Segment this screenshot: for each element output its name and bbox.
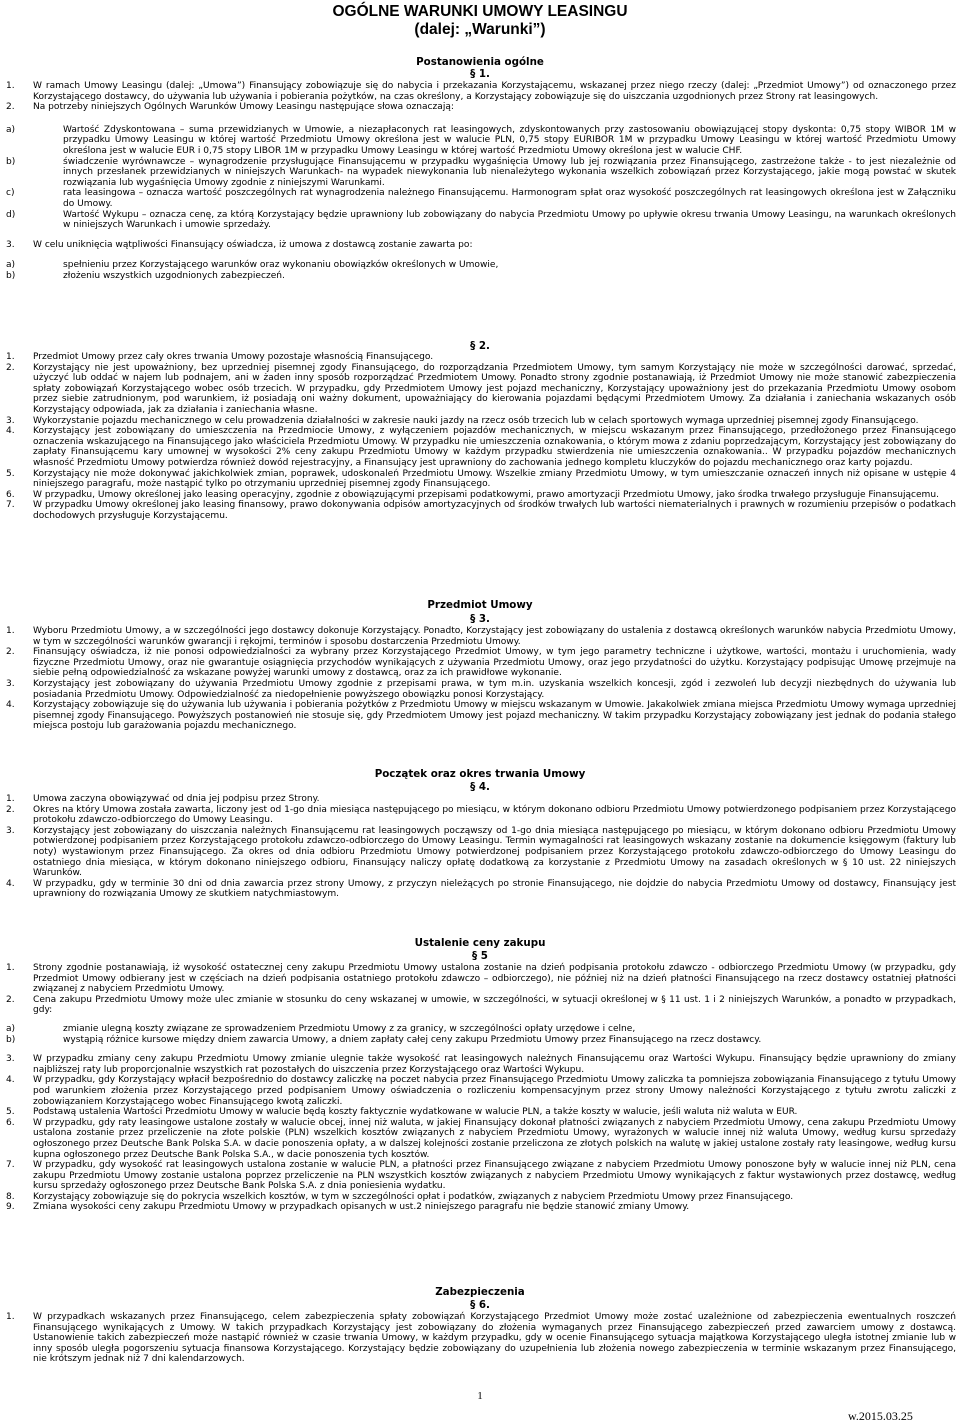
list-item: 1. Umowa zaczyna obowiązywać od dnia jej podpisu przez Strony. — [6, 794, 320, 804]
section-2-body — [6, 352, 956, 522]
list-item: 3. Korzystający jest zobowiązany do używania Przedmiotu Umowy zgodnie z przepisami prawa, w tym m.in. uzyskania wszelkich koncesji, zgód i zezwoleń lub decyzji niezbędnych do używania lub posiadania Przedmiotu Umowy. Odpowiedzialność za niedopełnienie powyższego obowiązku ponosi Korzystający. — [6, 678, 956, 700]
list-item: 4. Korzystający zobowiązuje się do używania lub używania i pobierania pożytków z Przedmiotu Umowy w miejscu wskazanym w Umowie. Jakakolwiek zmiana miejsca Przedmiotu Umowy wymaga uprzedniej pisemnej zgody Finansującego. Powyższych postanowień nie stosuje się, gdy Przedmiotem Umowy jest pojazd mechaniczny. W takim przypadku Korzystający zobowiązany jest jednak do podania stałego miejsca postoju lub garażowania pojazdu mechanicznego. — [6, 700, 956, 732]
list-item: 4. W przypadku, gdy Korzystający wpłacił bezpośrednio do dostawcy zaliczkę na poczet nabycia przez Finansującego Przedmiotu Umowy zaliczka ta pomniejsza zobowiązania Finansującego z tytułu Umowy pod warunkiem złożenia przez Korzystającego przed podpisaniem Umowy oświadczenia o rozliczeniu kompensacyjnym przez strony Umowy należności Korzystającego z tytułu zwrotu zaliczki z zobowiązaniem Korzystającego wobec Finansującego kwotą zaliczki. — [6, 1075, 956, 1107]
section-4-body — [6, 794, 956, 900]
condition-item: a) spełnieniu przez Korzystającego warunków oraz wykonaniu obowiązków określonych w Umowie, — [6, 260, 499, 271]
list-item: 1. Strony zgodnie postanawiają, iż wysokość ostatecznej ceny zakupu Przedmiotu Umowy ustalona zostanie na dzień podpisania protokołu zdawczo - odbiorczego Przedmiotu Umowy (w przypadku, gdy Przedmiot Umowy odbierany jest w częściach na dzień podpisania ostatniego protokołu zdawczo – odbiorczego), nie później niż na dzień płatności Finansującego na rzecz dostawcy ostatniej płatności związanej z nabyciem Przedmiotu Umowy. — [6, 963, 956, 995]
list-item: 4. W przypadku, gdy w terminie 30 dni od dnia zawarcia przez strony Umowy, z przyczyn nieleżących po stronie Finansującego, nie dojdzie do nabycia Przedmiotu Umowy od dostawcy, Finansujący jest uprawniony do rozwiązania Umowy ze skutkiem natychmiastowym. — [6, 878, 956, 900]
list-item: 1. Przedmiot Umowy przez cały okres trwania Umowy pozostaje własnością Finansującego. — [6, 352, 434, 362]
section-3-number: § 3. — [470, 613, 490, 625]
list-item: 2. Okres na który Umowa została zawarta, liczony jest od 1-go dnia miesiąca następującego po miesiącu, w którym dokonano odbioru Przedmiotu Umowy potwierdzonego podpisaniem przez Korzystającego protokołu zdawczo-odbiorczego do Umowy Leasingu. — [6, 804, 956, 826]
document-subtitle: (dalej: „Warunki”) — [414, 21, 546, 38]
definition-item: b) świadczenie wyrównawcze – wynagrodzenie przysługujące Finansującemu w przypadku wygaśnięcia Umowy lub jej rozwiązania przez Finansującego, zastrzeżone także - to jest niezależnie od innych przesłanek przewidzianych w niniejszych Warunkach- na wypadek niewykonania lub nienależytego wykonania wszelkich zobowiązań przez Korzystającego, jakie mogą powstać w skutek rozwiązania lub wygaśnięcia Umowy zgodnie z niniejszymi Warunkami. — [6, 156, 956, 188]
list-item: 5. Podstawą ustalenia Wartości Przedmiotu Umowy w walucie będą koszty faktycznie wydatkowane w walucie PLN, a także koszty w walucie, jeśli waluta niż waluta w EUR. — [6, 1107, 798, 1118]
condition-item: b) złożeniu wszystkich uzgodnionych zabezpieczeń. — [6, 270, 285, 281]
definition-item: d) Wartość Wykupu – oznacza cenę, za którą Korzystający będzie uprawniony lub zobowiązany do nabycia Przedmiotu Umowy po upływie okresu trwania Umowy Leasingu, na warunkach określonych w niniejszych Warunkach i umowie sprzedaży. — [6, 209, 956, 231]
section-5-number: § 5 — [472, 950, 488, 962]
section-3-body — [6, 626, 956, 732]
list-item: 2. Na potrzeby niniejszych Ogólnych Warunków Umowy Leasingu następujące słowa oznaczają: — [6, 102, 454, 113]
condition-item: a) zmianie ulegną koszty związane ze sprowadzeniem Przedmiotu Umowy z za granicy, w szczególności opłaty urzędowe i celne, — [6, 1023, 636, 1034]
section-1-body — [6, 81, 956, 282]
list-item: 6. W przypadku, Umowy określonej jako leasing operacyjny, zgodnie z obowiązującymi przepisami podatkowymi, prawo amortyzacji Przedmiotu Umowy, jako środka trwałego przysługuje Finansującemu. — [6, 489, 939, 500]
list-item: 8. Korzystający zobowiązuje się do pokrycia wszelkich kosztów, w tym w szczególności opłat i podatków, związanych z nabyciem Przedmiotu Umowy przez Finansującego. — [6, 1191, 794, 1202]
list-item: 7. W przypadku, gdy wysokość rat leasingowych ustalona zostanie w walucie PLN, a płatności przez Finansującego związane z nabyciem Przedmiotu Umowy ponoszone były w walucie innej niż PLN, cena zakupu Przedmiotu Umowy zostanie ustalona poprzez przeliczenie na PLN wszystkich kosztów związanych z nabyciem Przedmiotu Umowy wynikających z faktur wystawionych przez dostawcę, według kursu sprzedaży ogłoszonego przez Deutsche Bank Polska S.A. z dnia poniesienia wydatku. — [6, 1160, 956, 1192]
section-4-number: § 4. — [470, 781, 490, 793]
definition-item: c) rata leasingowa – oznacza wartość poszczególnych rat wynagrodzenia należnego Finansującemu. Harmonogram spłat oraz wysokość poszczególnych rat leasingowych określona jest w Załączniku do Umowy. — [6, 188, 956, 209]
version-label: w.2015.03.25 — [848, 1409, 913, 1423]
list-item: 2. Korzystający nie jest upoważniony, bez uprzedniej pisemnej zgody Finansującego, do rozporządzania Przedmiotem Umowy, tym samym Korzystający nie może w szczególności darować, sprzedać, użyczyć lub oddać w najem lub podnajem, ani w żaden inny sposób rozporządzać Przedmiotem Umowy. Ponadto strony zgodnie postanawiają, iż Przedmiot Umowy nie może stanowić zabezpieczenia spłaty zobowiązań Korzystającego wobec osób trzecich. W przypadku, gdy Przedmiotem Umowy jest pojazd mechaniczny, Korzystający upoważniony jest do przekazania Przedmiotu Umowy osobom przez siebie zatrudnionym, pod warunkiem, iż posiadają oni ważny dokument, upoważniający do kierowania pojazdami będącymi Przedmiotem Umowy. Za działania i zaniechania wskazanych osób Korzystający odpowiada, jak za działania i zaniechania własne. — [6, 362, 956, 415]
list-item: 1. W ramach Umowy Leasingu (dalej: „Umowa”) Finansujący zobowiązuje się do nabycia i przekazania Korzystającemu, wskazanej przez niego rzeczy (dalej: „Przedmiot Umowy”) od oznaczonego przez Korzystającego dostawcy, do używania lub używania i pobierania pożytków, na czas określony, a Korzystający zobowiązuje się do uiszczania uzgodnionych przez Strony rat leasingowych. — [6, 81, 956, 102]
section-1-title: Postanowienia ogólne — [416, 56, 544, 68]
document-title: OGÓLNE WARUNKI UMOWY LEASINGU — [332, 3, 628, 20]
section-2-number: § 2. — [470, 340, 490, 352]
list-item: 3. Korzystający jest zobowiązany do uiszczania należnych Finansującemu rat leasingowych począwszy od 1-go dnia miesiąca następującego po miesiącu, w którym dokonano odbioru Przedmiotu Umowy potwierdzonej podpisaniem przez Korzystającego protokołu zdawczo-odbiorczego do Umowy Leasingu. Termin wymagalności rat leasingowych wskazany zostanie na dokumencie księgowym (faktury lub noty) wystawionym przez Finansującego. Za okres od dnia odbioru Przedmiotu Umowy potwierdzonej podpisaniem przez Korzystającego protokołu zdawczo-odbiorczego do Umowy Leasingu do ostatniego dnia miesiąca, w którym dokonano niniejszego odbioru, Finansujący naliczy opłatę dodatkową za korzystanie z Przedmiotu Umowy na zasadach określonych w § 10 ust. 22 niniejszych Warunków. — [6, 825, 956, 879]
section-6-title: Zabezpieczenia — [435, 1286, 525, 1298]
list-item: 3. W celu uniknięcia wątpliwości Finansujący oświadcza, iż umowa z dostawcą zostanie zawarta po: — [6, 239, 473, 250]
list-item: 5. Korzystający nie może dokonywać jakichkolwiek zmian, poprawek, udoskonaleń Przedmiotu Umowy. Wszelkie zmiany Przedmiotu Umowy, w tym umieszczanie oznaczeń innych niż opisane w ustępie 4 niniejszego paragrafu, może nastąpić tylko po otrzymaniu uprzedniej pisemnej zgody Finansującego. — [6, 468, 956, 490]
section-1-number: § 1. — [470, 68, 490, 80]
page-number: 1 — [477, 1390, 483, 1402]
list-item: 6. W przypadku, gdy raty leasingowe ustalone zostały w walucie obcej, innej niż waluta, w jakiej Finansujący dokonał płatności związanych z nabyciem Przedmiotu Umowy, cena zakupu Przedmiotu Umowy ustalona zostanie przez przeliczenie na złote polskie (PLN) wszelkich kosztów związanych z nabyciem Przedmiotu Umowy, wyrażonych w walucie innej niż waluta Umowy, według kursu sprzedaży ogłoszonego przez Deutsche Bank Polska S.A. w dacie ponoszenia opłaty, a w dalszej kolejności zostanie przeliczona ze złotych polskich na walutę w jakiej ustalone zostały raty leasingowe, według kursu kupna ogłoszonego przez Deutsche Bank Polska S.A., w dacie ponoszenia tych kosztów. — [6, 1117, 956, 1160]
list-item: 4. Korzystający jest zobowiązany do umieszczenia na Przedmiocie Umowy, z wyłączeniem pojazdów mechanicznych, w miejscu wskazanym przez Finansującego, przedłożonego przez Finansującego oznaczenia wskazującego na Finansującego jako właściciela Przedmiotu Umowy. W przypadku nie umieszczenia oznakowania, o którym mowa z zdaniu poprzedzającym, Korzystający jest zobowiązany do zapłaty Finansującemu kary umownej w wysokości 2% ceny zakupu Przedmiotu Umowy w każdym przypadku stwierdzenia nie umieszczenia oznakowania.. W przypadku pojazdów mechanicznych własność Przedmiotu Umowy potwierdza również dowód rejestracyjny, a Finansujący jest uprawniony do zachowania jednego kompletu kluczyków do pojazdu mechanicznego oraz karty pojazdu. — [6, 426, 956, 468]
list-item: 1. Wyboru Przedmiotu Umowy, a w szczególności jego dostawcy dokonuje Korzystający. Ponadto, Korzystający jest zobowiązany do ustalenia z dostawcą określonych warunków nabycia Przedmiotu Umowy, w tym w szczególności warunków gwarancji i rękojmi, terminów i sposobu dostarczenia Przedmiotu Umowy. — [6, 626, 956, 647]
section-5-body — [6, 963, 956, 1213]
condition-item: b) wystąpią różnice kursowe między dniem zawarcia Umowy, a dniem zapłaty całej ceny zakupu Przedmiotu Umowy przez Finansującego na rzecz dostawcy. — [6, 1034, 762, 1045]
section-4-title: Początek oraz okres trwania Umowy — [374, 768, 586, 780]
definition-item: a) Wartość Zdyskontowana – suma przewidzianych w Umowie, a niezapłaconych rat leasingowych, zdyskontowanych przy zastosowaniu obowiązującej stopy dyskonta: 0,75 stopy WIBOR 1M w przypadku Umowy Leasingu w której wartość Przedmiotu Umowy określona jest w walucie PLN, 0,75 stopy EURIBOR 1M w przypadku Umowy Leasingu w której wartość Przedmiotu Umowy określona jest w walucie EUR i 0,75 stopy LIBOR 1M w przypadku Umowy Leasingu w której wartość Przedmiotu Umowy określona jest w walucie CHF. — [6, 124, 956, 156]
list-item: 2. Finansujący oświadcza, iż nie ponosi odpowiedzialności za wybrany przez Korzystającego Przedmiot Umowy, w tym jego parametry techniczne i użytkowe, wartości, montażu i uruchomienia, wady fizyczne Przedmiotu Umowy, oraz nie gwarantuje osiągnięcia przychodów wynikających z używania Przedmiotu Umowy, oraz jego przydatności do użytku. Korzystający podpisując Umowę przejmuje na siebie pełną odpowiedzialność za wskazane powyżej warunki umowy z dostawcą, oraz za ich prawidłowe wykonanie. — [6, 647, 956, 679]
list-item: 9. Zmiana wysokości ceny zakupu Przedmiotu Umowy w przypadkach opisanych w ust.2 niniejszego paragrafu nie będzie stanowić zmiany Umowy. — [6, 1202, 690, 1213]
section-5-title: Ustalenie ceny zakupu — [414, 937, 546, 949]
section-6-number: § 6. — [470, 1299, 490, 1311]
list-item: 2. Cena zakupu Przedmiotu Umowy może ulec zmianie w stosunku do ceny wskazanej w umowie, w szczególności, w sytuacji określonej w § 11 ust. 1 i 2 niniejszych Warunków, a ponadto w przypadkach, gdy: — [6, 994, 956, 1016]
section-6-body — [6, 1312, 956, 1365]
list-item: 3. W przypadku zmiany ceny zakupu Przedmiotu Umowy zmianie ulegnie także wysokość rat leasingowych należnych Finansującemu oraz Wartości Wykupu. Finansujący będzie uprawniony do zmiany najbliższej raty lub proporcjonalnie wszystkich rat pozostałych do uiszczenia przez Korzystającego oraz Wartości Wykupu. — [6, 1054, 956, 1075]
list-item: 1. W przypadkach wskazanych przez Finansującego, celem zabezpieczenia spłaty zobowiązań Korzystającego Przedmiot Umowy może zostać uzależnione od zabezpieczenia ewentualnych roszczeń Finansującego wynikających z Umowy. W takich przypadkach Korzystający jest zobowiązany do złożenia wymaganych przez Finansującego zabezpieczeń przed zawarciem umowy z dostawcą. Ustanowienie takich zabezpieczeń może nastąpić również w czasie trwania Umowy, w każdym przypadku, gdy w ocenie Finansującego sytuacja majątkowa Korzystającego uległa istotnej zmianie lub w inny sposób uległa pogorszeniu sytuacja finansowa Korzystającego. Korzystający będzie zobowiązany do uzupełnienia lub złożenia nowego zabezpieczenia w terminie wskazanym przez Finansującego, nie krótszym jednak niż 7 dni kalendarzowych. — [6, 1312, 956, 1365]
list-item: 3. Wykorzystanie pojazdu mechanicznego w celu prowadzenia działalności w zakresie nauki jazdy na rzecz osób trzecich lub w celach sportowych wymaga uprzedniej pisemnej zgody Finansującego. — [6, 415, 919, 426]
list-item: 7. W przypadku Umowy określonej jako leasing finansowy, prawo dokonywania odpisów amortyzacyjnych od środków trwałych lub wartości niematerialnych i prawnych w rozumieniu przepisów o podatkach dochodowych przysługuje Korzystającemu. — [6, 500, 956, 521]
section-3-title: Przedmiot Umowy — [427, 599, 533, 611]
